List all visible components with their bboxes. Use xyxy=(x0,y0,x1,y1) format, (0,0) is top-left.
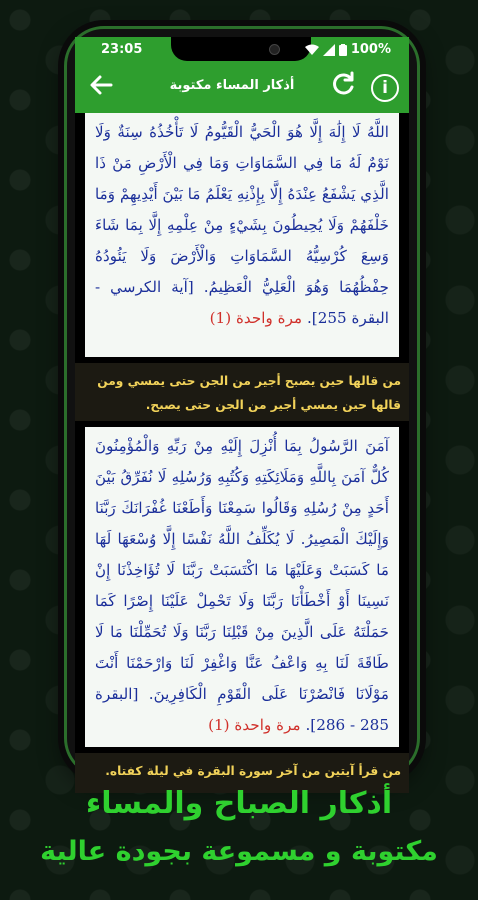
promo-headline: أذكار الصباح والمساء xyxy=(85,786,393,821)
dhikr-verse: اللَّهُ لَا إِلَٰهَ إِلَّا هُوَ الْحَيُّ الْقَيُّومُ لَا تَأْخُذُهُ سِنَةٌ وَلَا نَوْمٌ لَهُ مَا فِي السَّمَاوَاتِ وَمَا فِي الْأَرْضِ مَنْ ذَا الَّذِي يَشْفَعُ عِنْدَهُ إِلَّا بِإِذْنِهِ يَعْلَمُ مَا بَيْنَ أَيْدِيهِمْ وَمَا خَلْفَهُمْ وَلَا يُحِيطُونَ بِشَيْءٍ مِنْ عِلْمِهِ إِلَّا بِمَا شَاءَ وَسِعَ كُرْسِيُّهُ السَّمَاوَاتِ وَالْأَرْضَ وَلَا يَئُودُهُ حِفْظُهُمَا وَهُوَ الْعَلِيُّ الْعَظِيمُ. xyxy=(95,123,390,296)
dhikr-list[interactable] xyxy=(75,113,409,778)
dhikr-count: مرة واحدة (1) xyxy=(208,716,301,734)
signal-icon xyxy=(323,44,335,56)
promo-subheadline: مكتوبة و مسموعة بجودة عالية xyxy=(40,836,438,867)
arrow-back-icon[interactable] xyxy=(89,73,113,102)
dhikr-card xyxy=(85,113,399,357)
camera-notch xyxy=(171,37,311,61)
dhikr-virtue xyxy=(75,363,409,421)
virtue-text: من قالها حين يصبح أجير من الجن حتى يمسي ومن قالها حين يمسي أجير من الجن حتى يصبح. xyxy=(97,374,401,412)
app-bar xyxy=(75,63,409,113)
page-title: أذكار المساء مكتوبة xyxy=(169,78,295,93)
virtue-text: من قرأ آيتين من آخر سورة البقرة في ليلة كفتاه. xyxy=(105,764,401,778)
dhikr-reference: [آية الكرسي - البقرة 255]. xyxy=(95,278,389,327)
refresh-icon[interactable] xyxy=(331,71,357,104)
phone-frame xyxy=(64,26,420,778)
wifi-icon xyxy=(305,44,319,56)
info-icon[interactable]: i xyxy=(371,74,399,102)
app-screen xyxy=(75,37,409,778)
dhikr-text xyxy=(95,117,389,334)
status-bar xyxy=(75,37,409,63)
battery-percent: 100% xyxy=(350,42,391,57)
status-time: 23:05 xyxy=(101,42,143,57)
dhikr-verse: آمَنَ الرَّسُولُ بِمَا أُنْزِلَ إِلَيْهِ مِنْ رَبِّهِ وَالْمُؤْمِنُونَ كُلٌّ آمَنَ بِاللَّهِ وَمَلَائِكَتِهِ وَكُتُبِهِ وَرُسُلِهِ لَا نُفَرِّقُ بَيْنَ أَحَدٍ مِنْ رُسُلِهِ وَقَالُوا سَمِعْنَا وَأَطَعْنَا غُفْرَانَكَ رَبَّنَا وَإِلَيْكَ الْمَصِيرُ. لَا يُكَلِّفُ اللَّهُ نَفْسًا إِلَّا وُسْعَهَا لَهَا مَا كَسَبَتْ وَعَلَيْهَا مَا اكْتَسَبَتْ رَبَّنَا لَا تُؤَاخِذْنَا إِنْ نَسِينَا أَوْ أَخْطَأْنَا رَبَّنَا وَلَا تَحْمِلْ عَلَيْنَا إِصْرًا كَمَا حَمَلْتَهُ عَلَى الَّذِينَ مِنْ قَبْلِنَا رَبَّنَا وَلَا تُحَمِّلْنَا مَا لَا طَاقَةَ لَنَا بِهِ وَاعْفُ عَنَّا وَاغْفِرْ لَنَا وَارْحَمْنَا أَنْتَ مَوْلَانَا فَانْصُرْنَا عَلَى الْقَوْمِ الْكَافِرِينَ. xyxy=(95,437,389,703)
dhikr-count: مرة واحدة (1) xyxy=(209,309,303,327)
status-icons xyxy=(305,42,391,57)
dhikr-card xyxy=(85,427,399,747)
battery-icon xyxy=(339,44,347,56)
dhikr-text xyxy=(95,431,389,741)
camera-icon xyxy=(269,44,280,55)
dhikr-reference: [البقرة 285 - 286]. xyxy=(95,685,389,734)
